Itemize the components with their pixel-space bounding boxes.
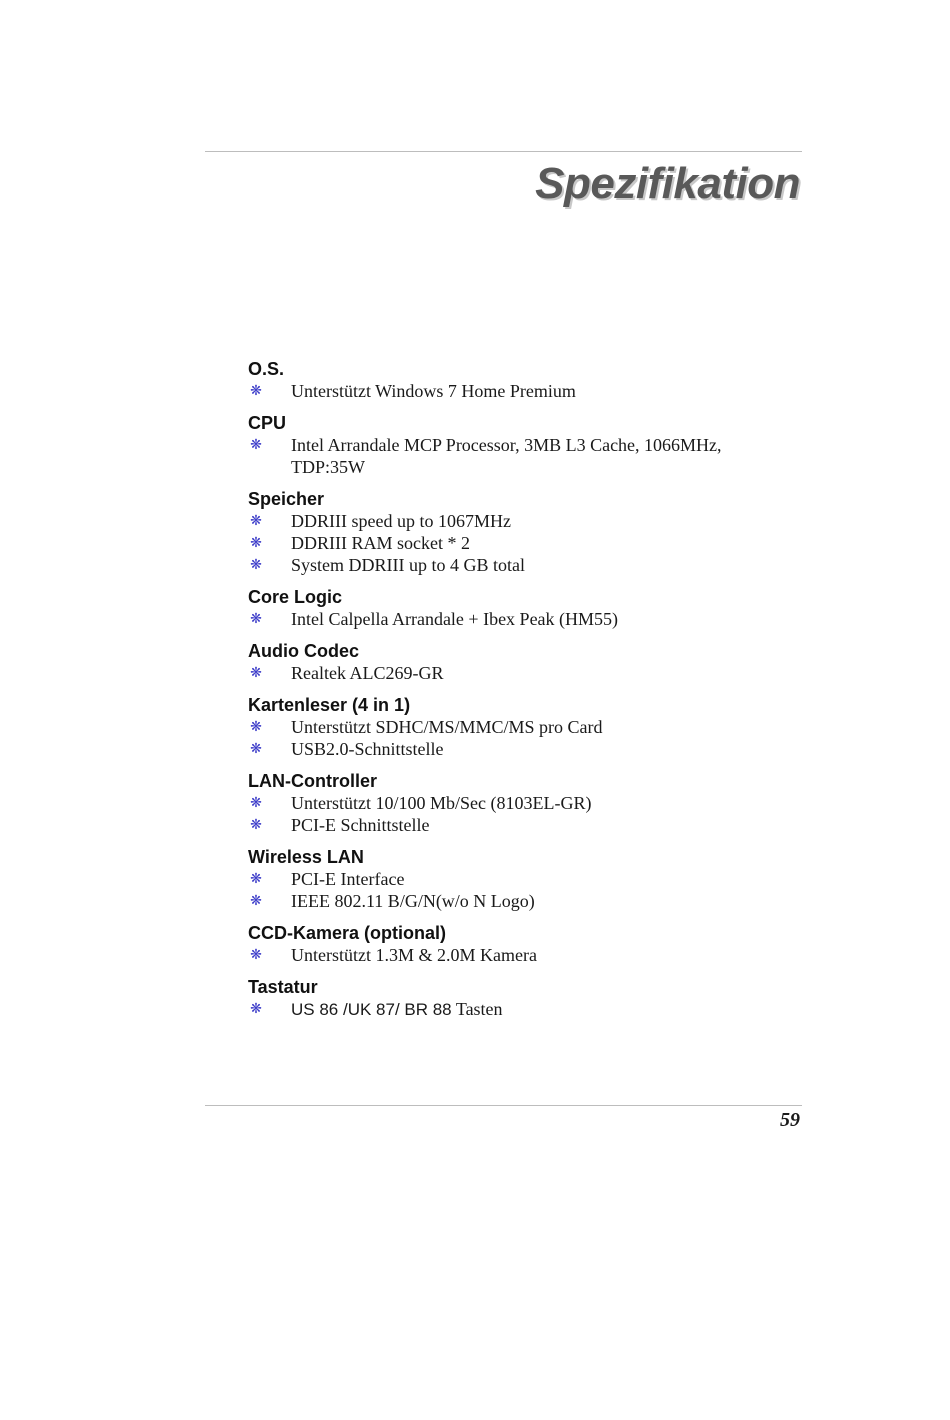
snowflake-bullet-icon: ❋ [250,665,262,681]
section-heading: Wireless LAN [248,847,364,867]
list-item-text: PCI-E Schnittstelle [291,815,430,835]
list-item [248,608,788,630]
section-heading: Tastatur [248,977,318,997]
list-item [248,814,788,836]
snowflake-bullet-icon: ❋ [250,557,262,573]
list-item-text: DDRIII RAM socket * 2 [291,533,470,553]
list-item [248,532,788,554]
section-heading: LAN-Controller [248,771,377,791]
list-item [248,510,788,532]
footer-rule [205,1105,802,1106]
list-item-text: Realtek ALC269-GR [291,663,444,683]
list-item-text: Unterstützt SDHC/MS/MMC/MS pro Card [291,717,603,737]
list-item [248,662,788,684]
section-speicher [248,488,788,576]
snowflake-bullet-icon: ❋ [250,383,262,399]
list-item-text: System DDRIII up to 4 GB total [291,555,525,575]
snowflake-bullet-icon: ❋ [250,795,262,811]
list-item [248,380,788,402]
snowflake-bullet-icon: ❋ [250,513,262,529]
section-core-logic [248,586,788,630]
snowflake-bullet-icon: ❋ [250,719,262,735]
snowflake-bullet-icon: ❋ [250,893,262,909]
section-heading: CCD-Kamera (optional) [248,923,447,943]
snowflake-bullet-icon: ❋ [250,947,262,963]
page-number: 59 [780,1109,800,1131]
list-item-text: Intel Arrandale MCP Processor, 3MB L3 Cache, 1066MHz, TDP:35W [291,435,722,477]
section-heading: Speicher [248,489,325,509]
list-item [248,944,788,966]
list-item-text: PCI-E Interface [291,869,405,889]
page-title: Spezifikation [535,159,800,208]
section-heading: Core Logic [248,587,343,607]
section-cpu [248,412,788,478]
section-tastatur [248,976,788,1021]
list-item-text: Unterstützt Windows 7 Home Premium [291,381,576,401]
section-kartenleser [248,694,788,760]
snowflake-bullet-icon: ❋ [250,1001,262,1017]
snowflake-bullet-icon: ❋ [250,611,262,627]
list-item [248,868,788,890]
list-item-text: USB2.0-Schnittstelle [291,739,444,759]
list-item [248,998,788,1021]
header-rule [205,151,802,152]
list-item [248,792,788,814]
snowflake-bullet-icon: ❋ [250,871,262,887]
section-audio-codec [248,640,788,684]
keyboard-layouts-text: US 86 /UK 87/ BR 88 [291,1000,452,1019]
section-wireless-lan [248,846,788,912]
snowflake-bullet-icon: ❋ [250,741,262,757]
specification-list [248,358,788,1031]
section-heading: O.S. [248,359,285,379]
section-ccd-kamera [248,922,788,966]
section-heading: CPU [248,413,287,433]
list-item [248,434,788,478]
list-item-text: DDRIII speed up to 1067MHz [291,511,511,531]
list-item [248,554,788,576]
section-os [248,358,788,402]
list-item [248,716,788,738]
section-heading: Audio Codec [248,641,359,661]
list-item-text: IEEE 802.11 B/G/N(w/o N Logo) [291,891,535,911]
list-item-text: Unterstützt 10/100 Mb/Sec (8103EL-GR) [291,793,592,813]
keys-word: Tasten [455,999,503,1019]
section-lan-controller [248,770,788,836]
section-heading: Kartenleser (4 in 1) [248,695,411,715]
list-item [248,738,788,760]
snowflake-bullet-icon: ❋ [250,437,262,453]
list-item-text: Unterstützt 1.3M & 2.0M Kamera [291,945,537,965]
snowflake-bullet-icon: ❋ [250,817,262,833]
list-item-text: Intel Calpella Arrandale + Ibex Peak (HM55) [291,609,619,629]
list-item [248,890,788,912]
snowflake-bullet-icon: ❋ [250,535,262,551]
